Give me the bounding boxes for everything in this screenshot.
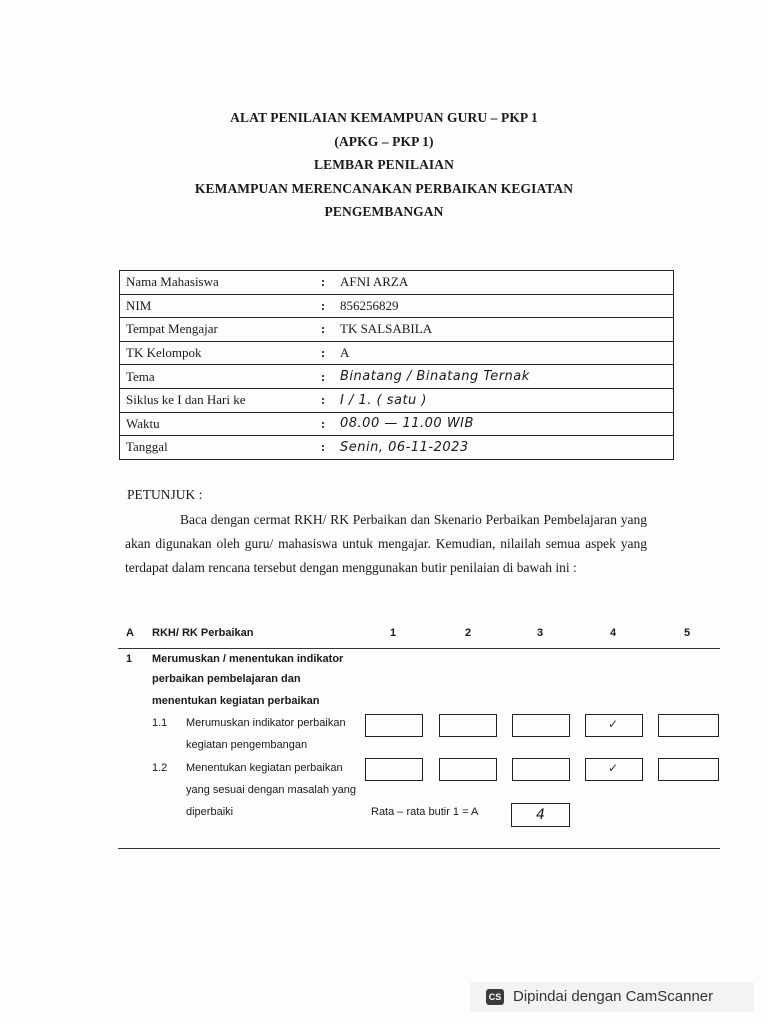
score-box-3[interactable]: [512, 714, 570, 737]
score-box-5[interactable]: [658, 758, 719, 781]
info-value: TK SALSABILA: [330, 318, 674, 342]
subitem-line: Menentukan kegiatan perbaikan: [186, 762, 343, 774]
info-row: [120, 412, 674, 436]
info-value: A: [330, 341, 674, 365]
info-colon: :: [316, 294, 330, 318]
scale-header: 5: [684, 627, 691, 639]
subitem-number: 1.1: [152, 717, 168, 729]
score-box-1[interactable]: [365, 714, 423, 737]
item-number: 1: [126, 653, 133, 665]
identity-table: [119, 270, 674, 460]
info-row: [120, 388, 674, 412]
info-colon: :: [316, 412, 330, 436]
info-label: Waktu: [120, 412, 317, 436]
info-colon: :: [316, 388, 330, 412]
info-label: Tanggal: [120, 436, 317, 460]
title-line-1: ALAT PENILAIAN KEMAMPUAN GURU – PKP 1: [230, 110, 538, 125]
info-colon: :: [316, 436, 330, 460]
score-box-1[interactable]: [365, 758, 423, 781]
info-row: [120, 341, 674, 365]
score-box-3[interactable]: [512, 758, 570, 781]
item-line: perbaikan pembelajaran dan: [152, 673, 301, 685]
info-label: Tempat Mengajar: [120, 318, 317, 342]
check-mark-icon: ✓: [608, 761, 619, 775]
info-label: TK Kelompok: [120, 341, 317, 365]
subitem-number: 1.2: [152, 762, 168, 774]
title-line-5: PENGEMBANGAN: [324, 204, 444, 219]
subitem-line: diperbaiki: [186, 806, 234, 818]
subitem-line: kegiatan pengembangan: [186, 739, 308, 751]
scale-header: 2: [465, 627, 472, 639]
title-line-2: (APKG – PKP 1): [334, 133, 434, 149]
info-colon: :: [316, 318, 330, 342]
subitem-line: yang sesuai dengan masalah yang: [186, 784, 357, 796]
section-letter: A: [126, 627, 134, 639]
info-colon: :: [316, 341, 330, 365]
info-row: [120, 294, 674, 318]
info-colon: :: [316, 271, 330, 295]
average-value: 4: [511, 803, 570, 827]
item-line: Merumuskan / menentukan indikator: [152, 653, 344, 665]
item-line: menentukan kegiatan perbaikan: [152, 695, 320, 707]
info-row: [120, 365, 674, 389]
scale-header: 3: [537, 627, 544, 639]
info-row: [120, 318, 674, 342]
info-colon: :: [316, 365, 330, 389]
info-label: Nama Mahasiswa: [120, 271, 317, 295]
info-label: Siklus ke I dan Hari ke: [120, 388, 317, 412]
instructions-heading: PETUNJUK :: [127, 487, 203, 502]
subitem-line: Merumuskan indikator perbaikan: [186, 717, 346, 729]
section-title: RKH/ RK Perbaikan: [152, 627, 254, 639]
camscanner-text: Dipindai dengan CamScanner: [513, 988, 714, 1005]
scale-header: 1: [390, 627, 397, 639]
info-value-handwritten: Binatang / Binatang Ternak: [330, 365, 674, 389]
instructions-body: Baca dengan cermat RKH/ RK Perbaikan dan Skenario Perbaikan Pembelajaran yang akan digunakan oleh guru/ mahasiswa untuk mengajar. Kemudian, nilailah semua aspek yang terdapat dalam rencana tersebut dengan menggunakan butir penilaian di bawah ini :: [125, 512, 647, 576]
title-line-4: KEMAMPUAN MERENCANAKAN PERBAIKAN KEGIATAN: [194, 180, 574, 196]
score-box-5[interactable]: [658, 714, 719, 737]
instructions-text: [125, 508, 647, 581]
score-box-4[interactable]: [585, 758, 643, 781]
camscanner-logo-icon: CS: [486, 989, 504, 1005]
camscanner-watermark: [470, 982, 754, 1012]
info-label: Tema: [120, 365, 317, 389]
document-title: [0, 106, 768, 224]
bottom-divider: [118, 848, 720, 849]
scale-header: 4: [610, 627, 617, 639]
score-box-2[interactable]: [439, 758, 497, 781]
score-box-2[interactable]: [439, 714, 497, 737]
average-label: Rata – rata butir 1 = A: [371, 806, 479, 818]
info-value: AFNI ARZA: [330, 271, 674, 295]
info-row: [120, 436, 674, 460]
info-value-handwritten: 08.00 — 11.00 WIB: [330, 412, 674, 436]
check-mark-icon: ✓: [608, 717, 619, 731]
info-row: [120, 271, 674, 295]
info-value-handwritten: I / 1. ( satu ): [330, 388, 674, 412]
info-value: 856256829: [330, 294, 674, 318]
score-box-4[interactable]: [585, 714, 643, 737]
title-line-3: LEMBAR PENILAIAN: [314, 157, 454, 172]
info-label: NIM: [120, 294, 317, 318]
info-value-handwritten: Senin, 06-11-2023: [330, 436, 674, 460]
